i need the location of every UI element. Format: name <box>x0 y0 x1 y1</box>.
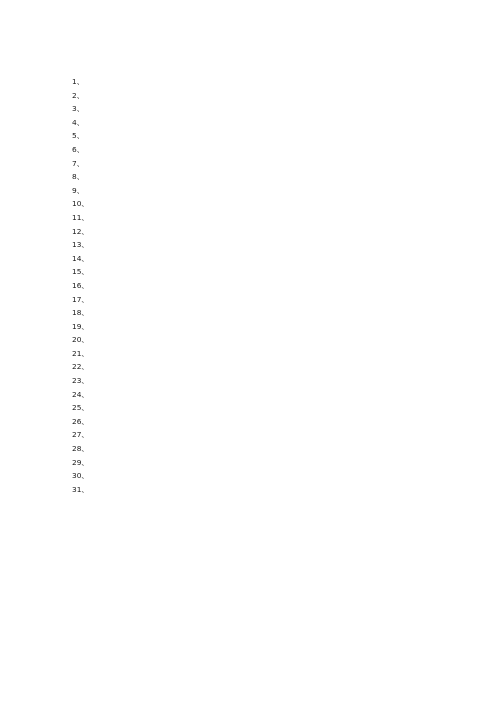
question-text-container <box>92 443 460 455</box>
question-item <box>72 103 460 115</box>
question-text-container <box>92 389 460 401</box>
question-text-container <box>92 484 460 496</box>
question-text-container <box>92 198 460 210</box>
question-number: 26、 <box>72 416 89 426</box>
question-number: 27、 <box>72 430 89 440</box>
question-text-container <box>92 294 460 306</box>
question-item <box>72 239 460 251</box>
question-item <box>72 226 460 238</box>
question-number: 28、 <box>72 444 89 454</box>
question-text-container <box>89 117 460 129</box>
question-item <box>72 185 460 197</box>
question-item <box>72 416 460 428</box>
question-item <box>72 484 460 496</box>
question-number: 17、 <box>72 294 89 304</box>
question-item <box>72 280 460 292</box>
question-item <box>72 158 460 170</box>
question-text-container <box>89 158 460 170</box>
question-item <box>72 117 460 129</box>
question-number: 3、 <box>72 104 85 114</box>
question-number: 2、 <box>72 90 85 100</box>
question-number: 5、 <box>72 131 85 141</box>
question-item <box>72 130 460 142</box>
question-number: 6、 <box>72 144 85 154</box>
question-text-container <box>92 416 460 428</box>
question-number: 4、 <box>72 117 85 127</box>
question-text-container <box>92 470 460 482</box>
question-text-container <box>89 130 460 142</box>
question-text-container <box>89 171 460 183</box>
question-number: 7、 <box>72 158 85 168</box>
question-item <box>72 375 460 387</box>
question-text-container <box>92 280 460 292</box>
question-text-container <box>92 361 460 373</box>
question-number: 16、 <box>72 280 89 290</box>
question-item <box>72 212 460 224</box>
question-text-container <box>92 307 460 319</box>
question-text-container <box>92 429 460 441</box>
question-item <box>72 334 460 346</box>
question-item <box>72 470 460 482</box>
question-number: 11、 <box>72 212 89 222</box>
question-item <box>72 307 460 319</box>
question-item <box>72 321 460 333</box>
question-item <box>72 90 460 102</box>
question-text-container <box>89 90 460 102</box>
question-item <box>72 361 460 373</box>
question-text-container <box>89 144 460 156</box>
question-item <box>72 457 460 469</box>
question-text-container <box>89 185 460 197</box>
question-number: 29、 <box>72 457 89 467</box>
question-item <box>72 266 460 278</box>
question-number: 13、 <box>72 240 89 250</box>
question-list <box>72 76 460 496</box>
question-item <box>72 443 460 455</box>
question-item <box>72 171 460 183</box>
question-text-container <box>92 212 460 224</box>
question-item <box>72 429 460 441</box>
question-item <box>72 144 460 156</box>
question-item <box>72 389 460 401</box>
question-text-container <box>92 348 460 360</box>
question-number: 12、 <box>72 226 89 236</box>
question-text-container <box>92 375 460 387</box>
question-number: 9、 <box>72 185 85 195</box>
question-text-container <box>92 239 460 251</box>
question-number: 31、 <box>72 484 89 494</box>
question-item <box>72 198 460 210</box>
question-text-container <box>92 253 460 265</box>
question-text-container <box>92 321 460 333</box>
question-number: 23、 <box>72 376 89 386</box>
question-text-container <box>89 76 460 88</box>
question-number: 22、 <box>72 362 89 372</box>
question-text-container <box>89 103 460 115</box>
question-item <box>72 294 460 306</box>
question-text-container <box>92 226 460 238</box>
question-number: 30、 <box>72 471 89 481</box>
question-item <box>72 76 460 88</box>
question-number: 25、 <box>72 403 89 413</box>
question-number: 18、 <box>72 308 89 318</box>
question-item <box>72 253 460 265</box>
question-text-container <box>92 457 460 469</box>
question-text-container <box>92 334 460 346</box>
question-item <box>72 402 460 414</box>
question-number: 10、 <box>72 199 89 209</box>
question-text-container <box>92 402 460 414</box>
question-text-container <box>92 266 460 278</box>
question-number: 24、 <box>72 389 89 399</box>
question-number: 1、 <box>72 77 85 86</box>
question-number: 20、 <box>72 335 89 345</box>
question-item <box>72 348 460 360</box>
question-number: 14、 <box>72 253 89 263</box>
question-number: 15、 <box>72 267 89 277</box>
question-number: 19、 <box>72 321 89 331</box>
question-number: 8、 <box>72 172 85 182</box>
question-number: 21、 <box>72 348 89 358</box>
